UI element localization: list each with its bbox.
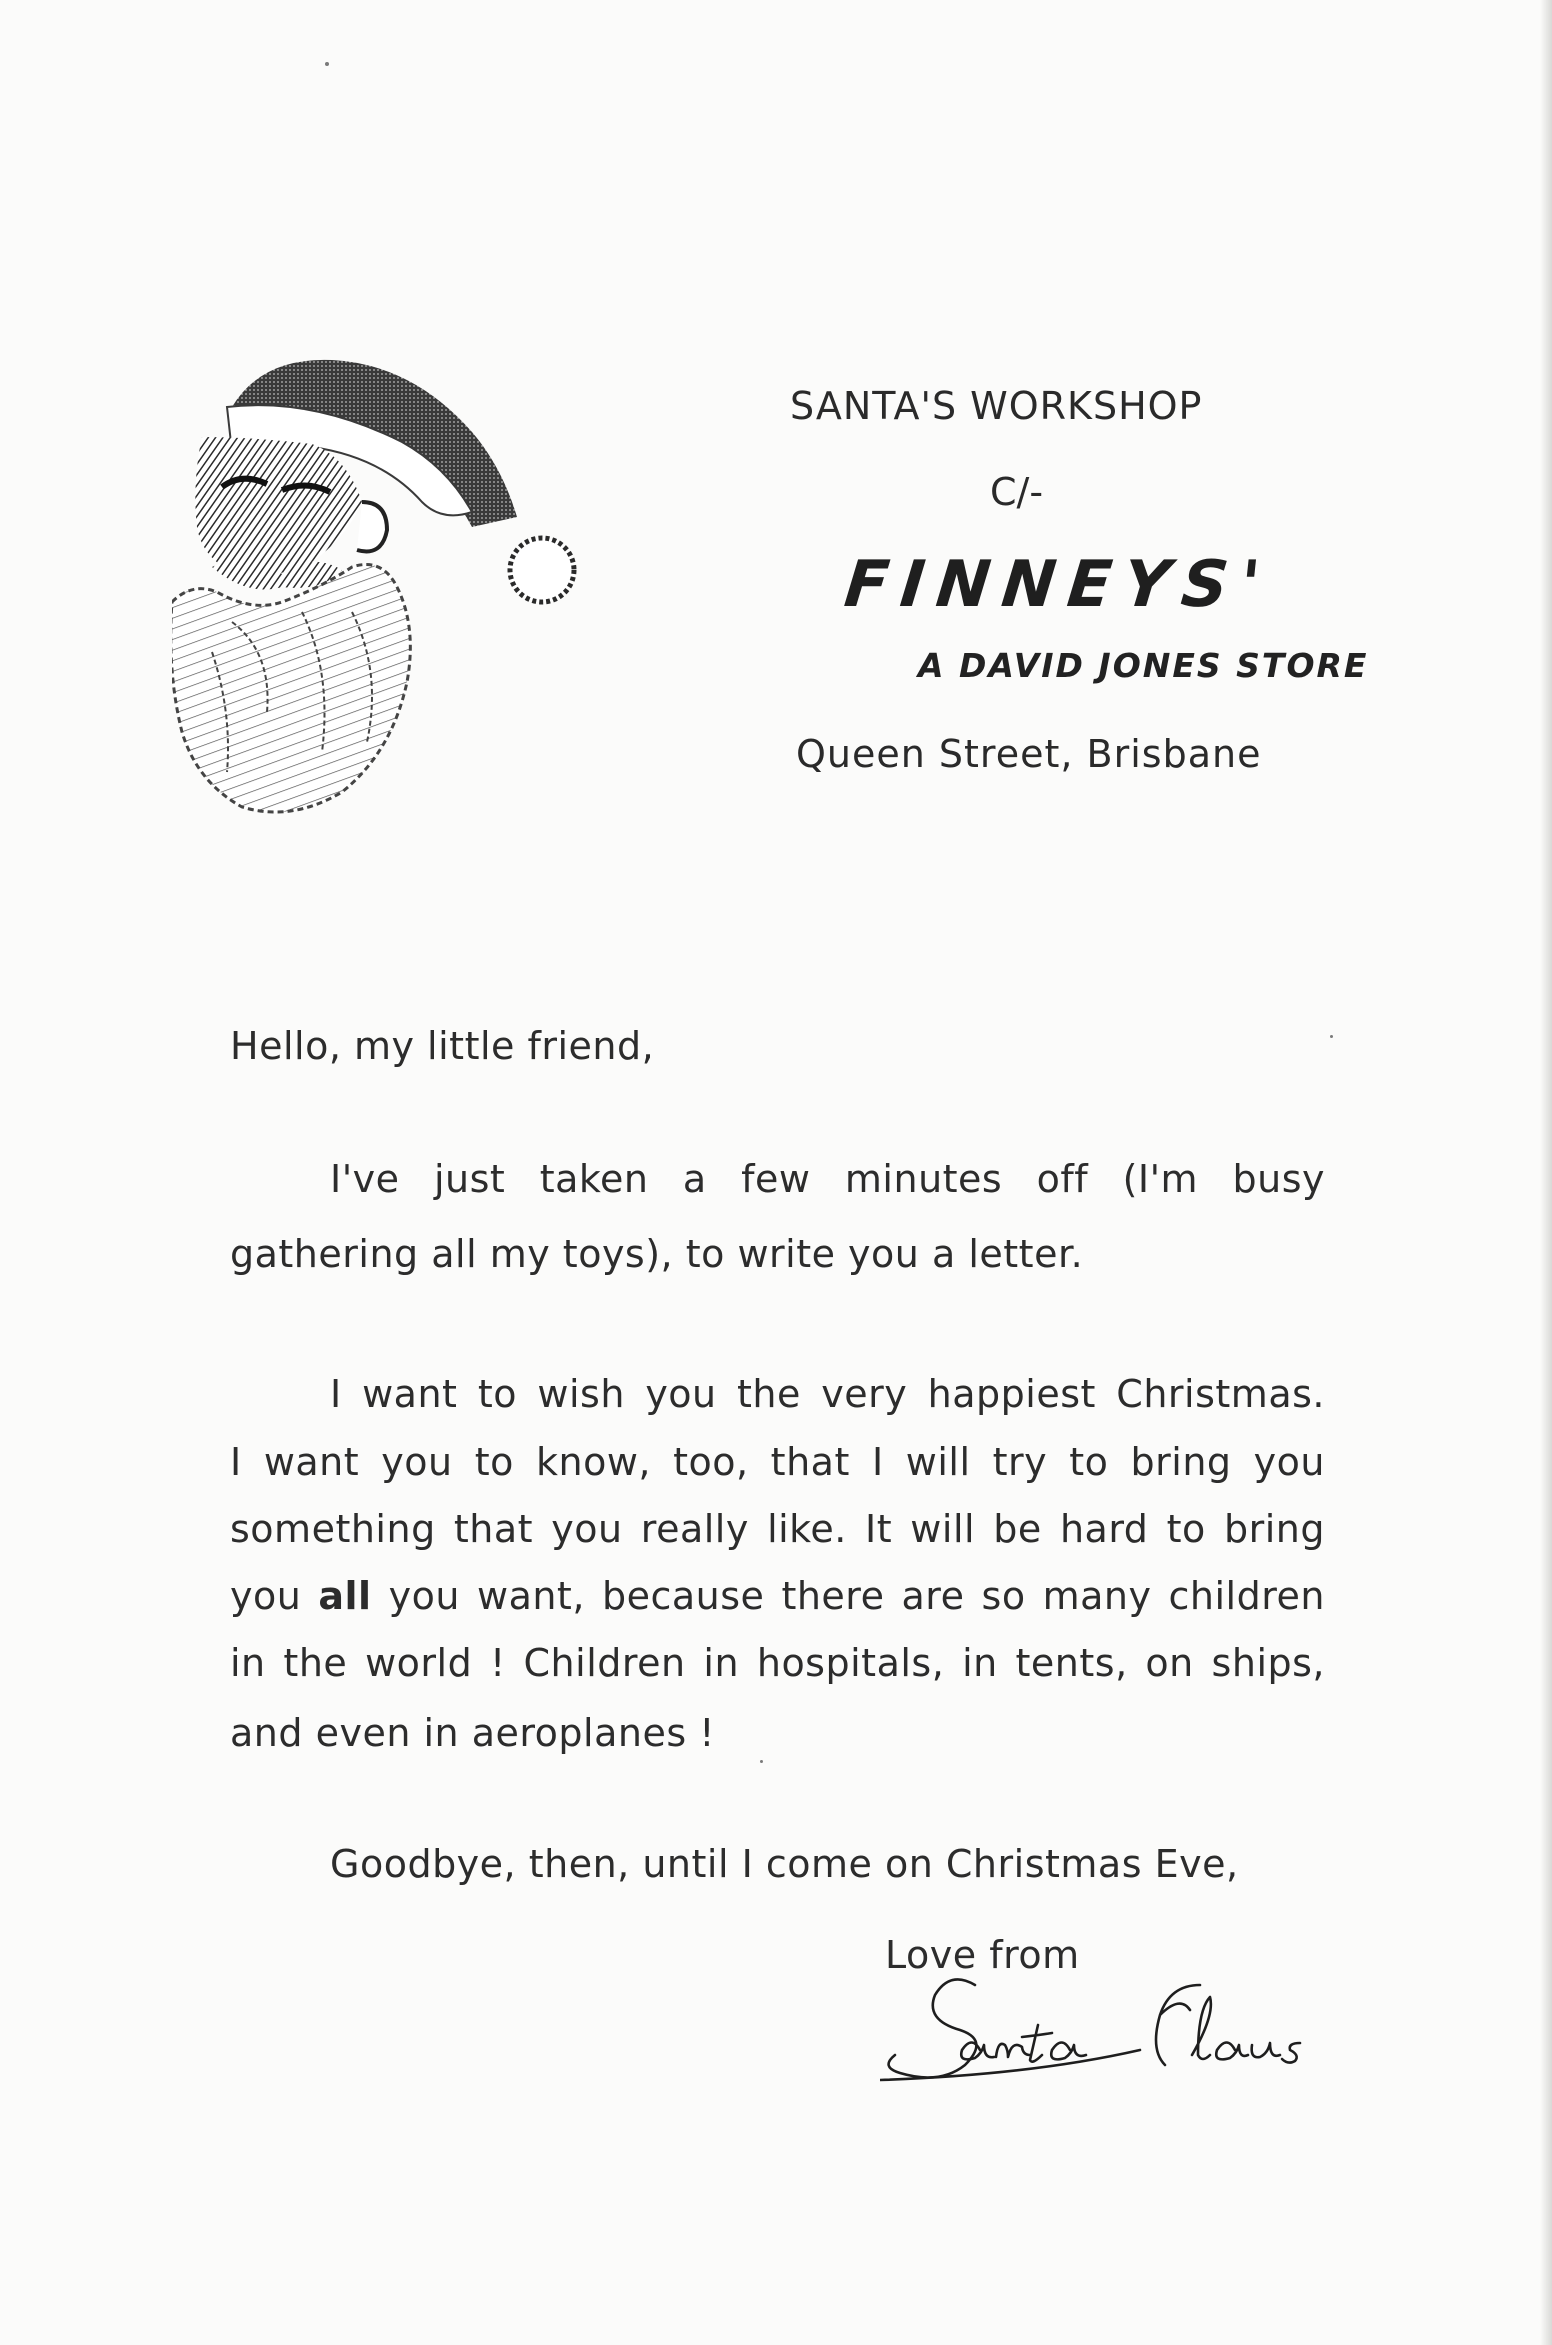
paragraph-line: something that you really like. It will be hard to bring bbox=[230, 1507, 1325, 1551]
letter-greeting: Hello, my little friend, bbox=[230, 1024, 655, 1068]
emphasis-word: all bbox=[318, 1574, 372, 1618]
santa-portrait-illustration bbox=[172, 352, 617, 832]
closing-line: Goodbye, then, until I come on Christmas Eve, bbox=[330, 1842, 1239, 1886]
paragraph-line: gathering all my toys), to write you a letter. bbox=[230, 1232, 1084, 1276]
santa-claus-signature bbox=[880, 1955, 1370, 2090]
store-address: Queen Street, Brisbane bbox=[796, 732, 1262, 776]
paragraph-text: you want, because there are so many children bbox=[371, 1574, 1325, 1618]
paper-speck bbox=[325, 62, 329, 66]
paragraph-line bbox=[230, 1574, 1325, 1618]
paper-speck bbox=[760, 1760, 763, 1763]
workshop-heading: SANTA'S WORKSHOP bbox=[790, 384, 1203, 428]
paragraph-line: I want to wish you the very happiest Christmas. bbox=[330, 1372, 1325, 1416]
paper-edge-shadow bbox=[1540, 0, 1552, 2345]
paragraph-line: and even in aeroplanes ! bbox=[230, 1711, 715, 1755]
paragraph-line: I want you to know, too, that I will try to bring you bbox=[230, 1440, 1325, 1484]
paragraph-line: in the world ! Children in hospitals, in tents, on ships, bbox=[230, 1641, 1325, 1685]
paragraph-line: I've just taken a few minutes off (I'm busy bbox=[330, 1157, 1325, 1201]
store-name: FINNEYS' bbox=[841, 548, 1276, 622]
paper-speck bbox=[1330, 1035, 1333, 1038]
love-from-text: Love from bbox=[885, 1933, 1080, 1977]
store-tagline: A DAVID JONES STORE bbox=[918, 646, 1369, 685]
paragraph-text: you bbox=[230, 1574, 319, 1618]
care-of-text: C/- bbox=[990, 470, 1044, 514]
